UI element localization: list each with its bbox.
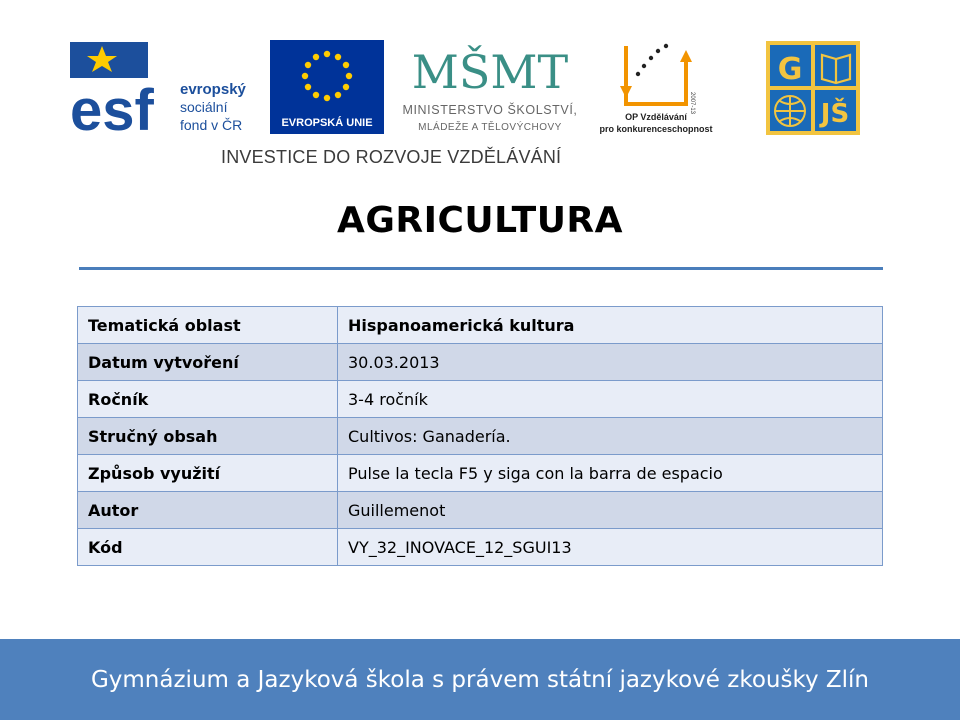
row-value-autor: Guillemenot — [338, 492, 883, 529]
esf-logo — [68, 38, 268, 136]
msmt-line1: MINISTERSTVO ŠKOLSTVÍ, — [402, 103, 578, 117]
globe-icon — [775, 96, 805, 126]
page-title: AGRICULTURA — [336, 200, 624, 241]
footer-bar — [0, 639, 960, 720]
esf-letters: esf — [70, 78, 154, 136]
row-value-kod: VY_32_INOVACE_12_SGUI13 — [338, 529, 883, 566]
esf-line3: fond v ČR — [180, 117, 243, 133]
row-label-autor: Autor — [78, 492, 338, 529]
table-row — [78, 381, 883, 418]
school-letters-bottom: JŠ — [820, 99, 850, 129]
table-row — [78, 418, 883, 455]
school-letter-top: G — [777, 52, 803, 87]
footer-text: Gymnázium a Jazyková škola s právem státní jazykové zkoušky Zlín — [90, 666, 870, 693]
esf-line2: sociální — [180, 99, 228, 115]
table-row — [78, 529, 883, 566]
row-label-tematicka-oblast: Tematická oblast — [78, 307, 338, 344]
school-logo — [766, 41, 860, 135]
investice-tagline: INVESTICE DO ROZVOJE VZDĚLÁVÁNÍ — [221, 147, 562, 167]
row-label-kod: Kód — [78, 529, 338, 566]
row-label-datum-vytvoreni: Datum vytvoření — [78, 344, 338, 381]
table-row — [78, 344, 883, 381]
op-vzdelavani-logo — [592, 38, 722, 136]
row-label-strucny-obsah: Stručný obsah — [78, 418, 338, 455]
row-label-rocnik: Ročník — [78, 381, 338, 418]
row-value-strucny-obsah: Cultivos: Ganadería. — [338, 418, 883, 455]
table-row — [78, 307, 883, 344]
esf-line1: evropský — [180, 81, 246, 98]
table-row — [78, 492, 883, 529]
msmt-line2: MLÁDEŽE A TĚLOVÝCHOVY — [418, 122, 562, 133]
row-label-zpusob-vyuziti: Způsob využití — [78, 455, 338, 492]
title-divider — [79, 267, 883, 270]
eu-caption: EVROPSKÁ UNIE — [281, 117, 373, 129]
eu-flag-logo — [270, 40, 384, 134]
op-line2: pro konkurenceschopnost — [599, 124, 713, 134]
row-value-datum-vytvoreni: 30.03.2013 — [338, 344, 883, 381]
op-side-text: 2007-13 — [689, 92, 695, 115]
info-table — [77, 306, 883, 566]
msmt-logo — [392, 36, 588, 136]
row-value-zpusob-vyuziti: Pulse la tecla F5 y siga con la barra de espacio — [338, 455, 883, 492]
op-line1: OP Vzdělávání — [625, 112, 687, 122]
row-value-tematicka-oblast: Hispanoamerická kultura — [338, 307, 883, 344]
op-frame-icon — [620, 44, 692, 104]
logo-header — [0, 0, 960, 175]
row-value-rocnik: 3-4 ročník — [338, 381, 883, 418]
msmt-mark: MŠMT — [411, 45, 569, 99]
table-row — [78, 455, 883, 492]
